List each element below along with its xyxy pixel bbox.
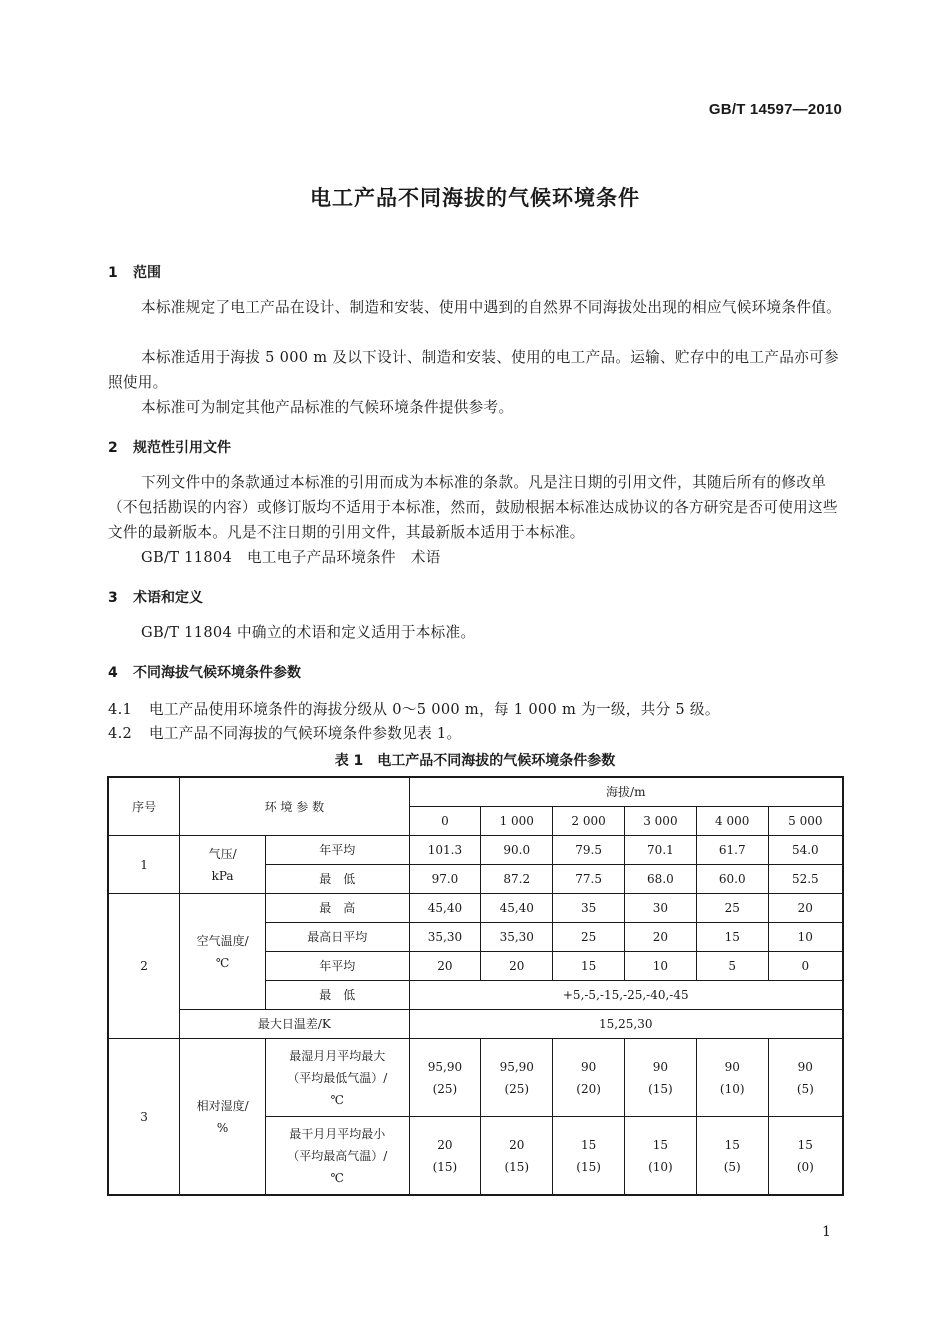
table-cell: 79.5	[553, 836, 625, 865]
section-title: 不同海拔气候环境条件参数	[133, 665, 301, 681]
table-cell: 10	[768, 923, 843, 952]
table-cell: 35	[553, 894, 625, 923]
table-cell: 95,90 (25)	[481, 1039, 553, 1117]
section-number: 4	[108, 665, 118, 681]
table-cell: 30	[625, 894, 697, 923]
table-cell: 20	[481, 952, 553, 981]
table-cell: 60.0	[696, 865, 768, 894]
standard-number: GB/T 14597—2010	[708, 101, 842, 118]
sub-parameter: 最 低	[265, 865, 409, 894]
table-cell: 52.5	[768, 865, 843, 894]
table-row	[108, 894, 843, 923]
section-title: 术语和定义	[133, 590, 203, 606]
sub-parameter: 最高日平均	[265, 923, 409, 952]
sub-parameter: 年平均	[265, 952, 409, 981]
table-cell: 0	[768, 952, 843, 981]
sub-parameter: 最湿月月平均最大 （平均最低气温）/ ℃	[265, 1039, 409, 1117]
table-caption: 表 1 电工产品不同海拔的气候环境条件参数	[334, 753, 616, 769]
header-environment-parameter: 环 境 参 数	[180, 777, 409, 836]
table-cell: 20 (15)	[409, 1117, 481, 1196]
section-1-paragraph-3: 本标准可为制定其他产品标准的气候环境条件提供参考。	[141, 399, 514, 416]
section-1-paragraph-1: 本标准规定了电工产品在设计、制造和安装、使用中遇到的自然界不同海拔处出现的相应气候环境条件值。	[141, 299, 842, 316]
row-number: 3	[108, 1039, 180, 1196]
table-cell: 15 (5)	[696, 1117, 768, 1196]
altitude-value: 2 000	[553, 807, 625, 836]
section-number: 1	[108, 265, 118, 281]
row-number: 1	[108, 836, 180, 894]
table-cell: 25	[553, 923, 625, 952]
section-number: 2	[108, 440, 118, 456]
section-2-heading	[108, 437, 231, 457]
sub-parameter: 年平均	[265, 836, 409, 865]
table-cell: 54.0	[768, 836, 843, 865]
altitude-value: 1 000	[481, 807, 553, 836]
table-row	[108, 1039, 843, 1117]
table-cell: 20 (15)	[481, 1117, 553, 1196]
parameter-name: 相对湿度/ %	[180, 1039, 266, 1196]
table-cell: 101.3	[409, 836, 481, 865]
section-1-paragraph-2: 本标准适用于海拔 5 000 m 及以下设计、制造和安装、使用的电工产品。运输、贮存中的电工产品亦可参照使用。	[108, 349, 839, 391]
sub-parameter: 最 低	[265, 981, 409, 1010]
row-number: 2	[108, 894, 180, 1039]
table-cell: 90 (10)	[696, 1039, 768, 1117]
section-4-heading	[108, 662, 301, 682]
table-cell: 68.0	[625, 865, 697, 894]
section-number: 3	[108, 590, 118, 606]
section-title: 范围	[133, 265, 161, 281]
table-row	[108, 836, 843, 865]
altitude-value: 3 000	[625, 807, 697, 836]
page-number: 1	[822, 1224, 831, 1240]
table-row	[108, 1010, 843, 1039]
table-cell-span: 15,25,30	[409, 1010, 843, 1039]
section-3-paragraph-1: GB/T 11804 中确立的术语和定义适用于本标准。	[141, 624, 476, 641]
header-serial-number: 序号	[108, 777, 180, 836]
table-cell: 95,90 (25)	[409, 1039, 481, 1117]
sub-parameter: 最大日温差/K	[180, 1010, 409, 1039]
table-cell: 10	[625, 952, 697, 981]
table-cell: 90.0	[481, 836, 553, 865]
section-title: 规范性引用文件	[133, 440, 231, 456]
table-cell: 15	[696, 923, 768, 952]
table-cell: 35,30	[481, 923, 553, 952]
document-title: 电工产品不同海拔的气候环境条件	[310, 186, 640, 210]
table-cell: 70.1	[625, 836, 697, 865]
section-3-heading	[108, 587, 203, 607]
table-cell: 20	[625, 923, 697, 952]
header-altitude: 海拔/m	[409, 777, 843, 807]
sub-parameter: 最干月月平均最小 （平均最高气温）/ ℃	[265, 1117, 409, 1196]
table-cell: 15 (0)	[768, 1117, 843, 1196]
parameter-name: 空气温度/ ℃	[180, 894, 266, 1010]
table-cell: 15 (10)	[625, 1117, 697, 1196]
section-2-paragraph-1: 下列文件中的条款通过本标准的引用而成为本标准的条款。凡是注日期的引用文件，其随后所有的修改单（不包括勘误的内容）或修订版均不适用于本标准，然而，鼓励根据本标准达成协议的各方研究是否可使用这些文件的最新版本。凡是不注日期的引用文件，其最新版本适用于本标准。	[108, 474, 838, 541]
table-cell: 45,40	[481, 894, 553, 923]
table-cell: 90 (5)	[768, 1039, 843, 1117]
table-cell: 90 (20)	[553, 1039, 625, 1117]
table-cell: 25	[696, 894, 768, 923]
table-cell: 15	[553, 952, 625, 981]
table-cell: 87.2	[481, 865, 553, 894]
section-2-reference: GB/T 11804 电工电子产品环境条件 术语	[141, 549, 441, 566]
table-cell: 97.0	[409, 865, 481, 894]
table-cell: 61.7	[696, 836, 768, 865]
table-cell: 90 (15)	[625, 1039, 697, 1117]
altitude-value: 0	[409, 807, 481, 836]
altitude-value: 5 000	[768, 807, 843, 836]
table-cell-span: +5,-5,-15,-25,-40,-45	[409, 981, 843, 1010]
table-cell: 5	[696, 952, 768, 981]
parameter-name: 气压/ kPa	[180, 836, 266, 894]
table-header-row	[108, 777, 843, 807]
altitude-value: 4 000	[696, 807, 768, 836]
sub-parameter: 最 高	[265, 894, 409, 923]
table-cell: 45,40	[409, 894, 481, 923]
section-1-heading	[108, 262, 161, 282]
table-cell: 77.5	[553, 865, 625, 894]
table-cell: 20	[768, 894, 843, 923]
clause-4-2: 4.2 电工产品不同海拔的气候环境条件参数见表 1。	[108, 725, 462, 742]
clause-4-1: 4.1 电工产品使用环境条件的海拔分级从 0～5 000 m，每 1 000 m 为一级，共分 5 级。	[108, 701, 720, 718]
table-cell: 15 (15)	[553, 1117, 625, 1196]
table-cell: 20	[409, 952, 481, 981]
table-cell: 35,30	[409, 923, 481, 952]
climate-parameters-table	[107, 776, 844, 1196]
